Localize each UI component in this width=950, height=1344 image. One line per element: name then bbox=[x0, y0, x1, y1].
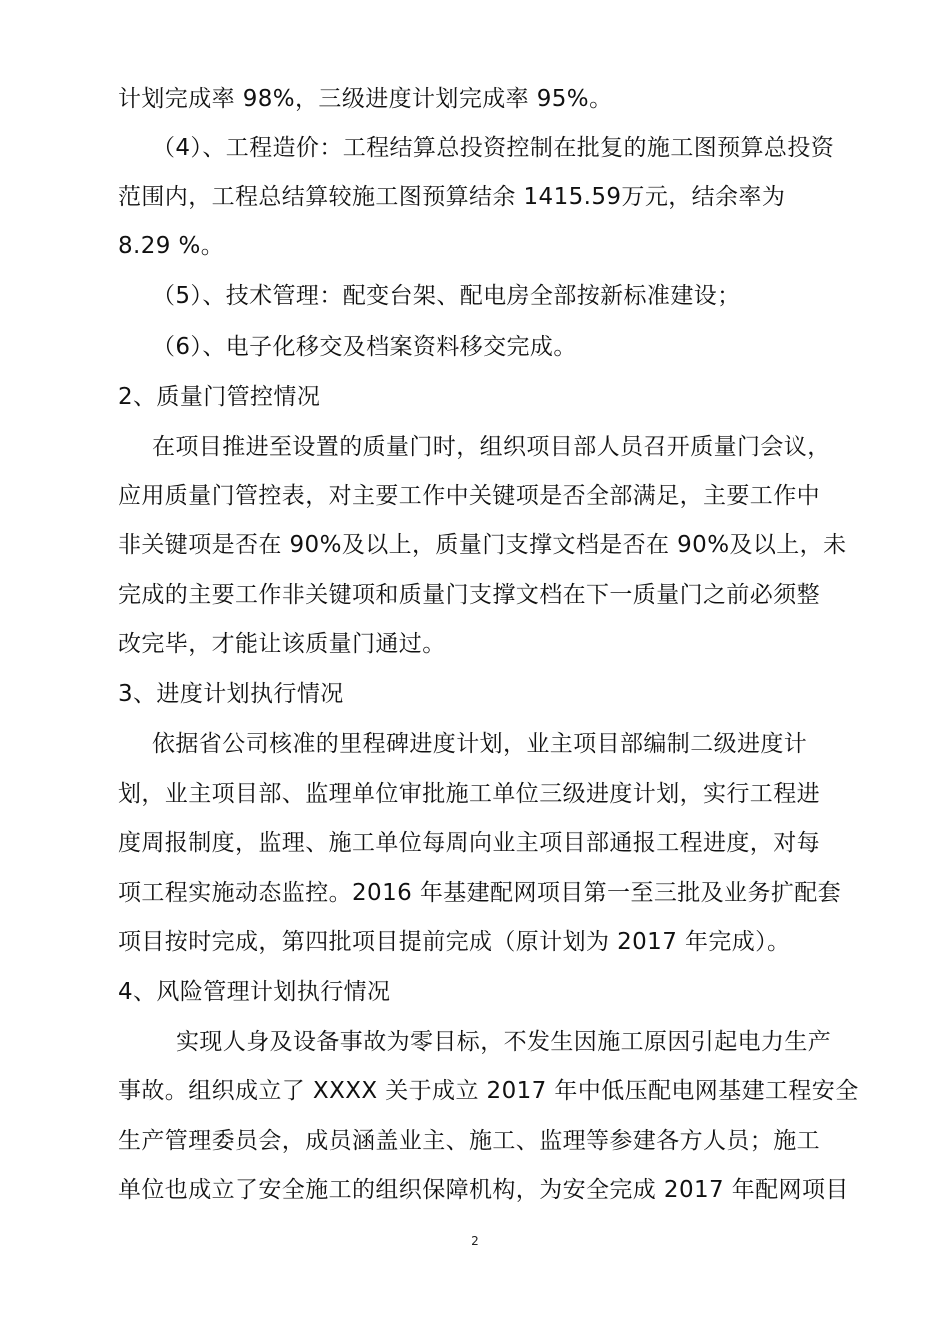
paragraph-line: 生产管理委员会，成员涵盖业主、施工、监理等参建各方人员；施工 bbox=[118, 1128, 820, 1154]
paragraph-line: 项工程实施动态监控。2016 年基建配网项目第一至三批及业务扩配套 bbox=[118, 880, 842, 906]
paragraph-line: 计划完成率 98%，三级进度计划完成率 95%。 bbox=[118, 86, 613, 112]
paragraph-line: （4）、工程造价：工程结算总投资控制在批复的施工图预算总投资 bbox=[152, 135, 835, 161]
paragraph-line: 改完毕，才能让该质量门通过。 bbox=[118, 631, 446, 657]
paragraph-line: 实现人身及设备事故为零目标，不发生因施工原因引起电力生产 bbox=[176, 1029, 832, 1055]
paragraph-line: （6）、电子化移交及档案资料移交完成。 bbox=[152, 334, 577, 360]
paragraph-line: 度周报制度，监理、施工单位每周向业主项目部通报工程进度，对每 bbox=[118, 830, 820, 856]
paragraph-line: 完成的主要工作非关键项和质量门支撑文档在下一质量门之前必须整 bbox=[118, 582, 820, 608]
paragraph-line: 非关键项是否在 90%及以上，质量门支撑文档是否在 90%及以上，未 bbox=[118, 532, 847, 558]
paragraph-line: 应用质量门管控表，对主要工作中关键项是否全部满足，主要工作中 bbox=[118, 483, 820, 509]
page-number: 2 bbox=[471, 1234, 479, 1248]
paragraph-line: 划，业主项目部、监理单位审批施工单位三级进度计划，实行工程进 bbox=[118, 781, 820, 807]
paragraph-line: 依据省公司核准的里程碑进度计划，业主项目部编制二级进度计 bbox=[152, 731, 808, 757]
paragraph-line: 事故。组织成立了 XXXX 关于成立 2017 年中低压配电网基建工程安全 bbox=[118, 1078, 859, 1104]
section-heading: 2、质量门管控情况 bbox=[118, 384, 321, 410]
paragraph-line: 单位也成立了安全施工的组织保障机构，为安全完成 2017 年配网项目 bbox=[118, 1177, 849, 1203]
paragraph-line: 范围内，工程总结算较施工图预算结余 1415.59万元，结余率为 bbox=[118, 184, 786, 210]
paragraph-line: 在项目推进至设置的质量门时，组织项目部人员召开质量门会议， bbox=[152, 434, 831, 460]
paragraph-line: （5）、技术管理：配变台架、配电房全部按新标准建设； bbox=[152, 283, 741, 309]
section-heading: 3、进度计划执行情况 bbox=[118, 681, 344, 707]
paragraph-line: 项目按时完成，第四批项目提前完成（原计划为 2017 年完成）。 bbox=[118, 929, 791, 955]
section-heading: 4、风险管理计划执行情况 bbox=[118, 979, 391, 1005]
paragraph-line: 8.29 %。 bbox=[118, 233, 225, 259]
